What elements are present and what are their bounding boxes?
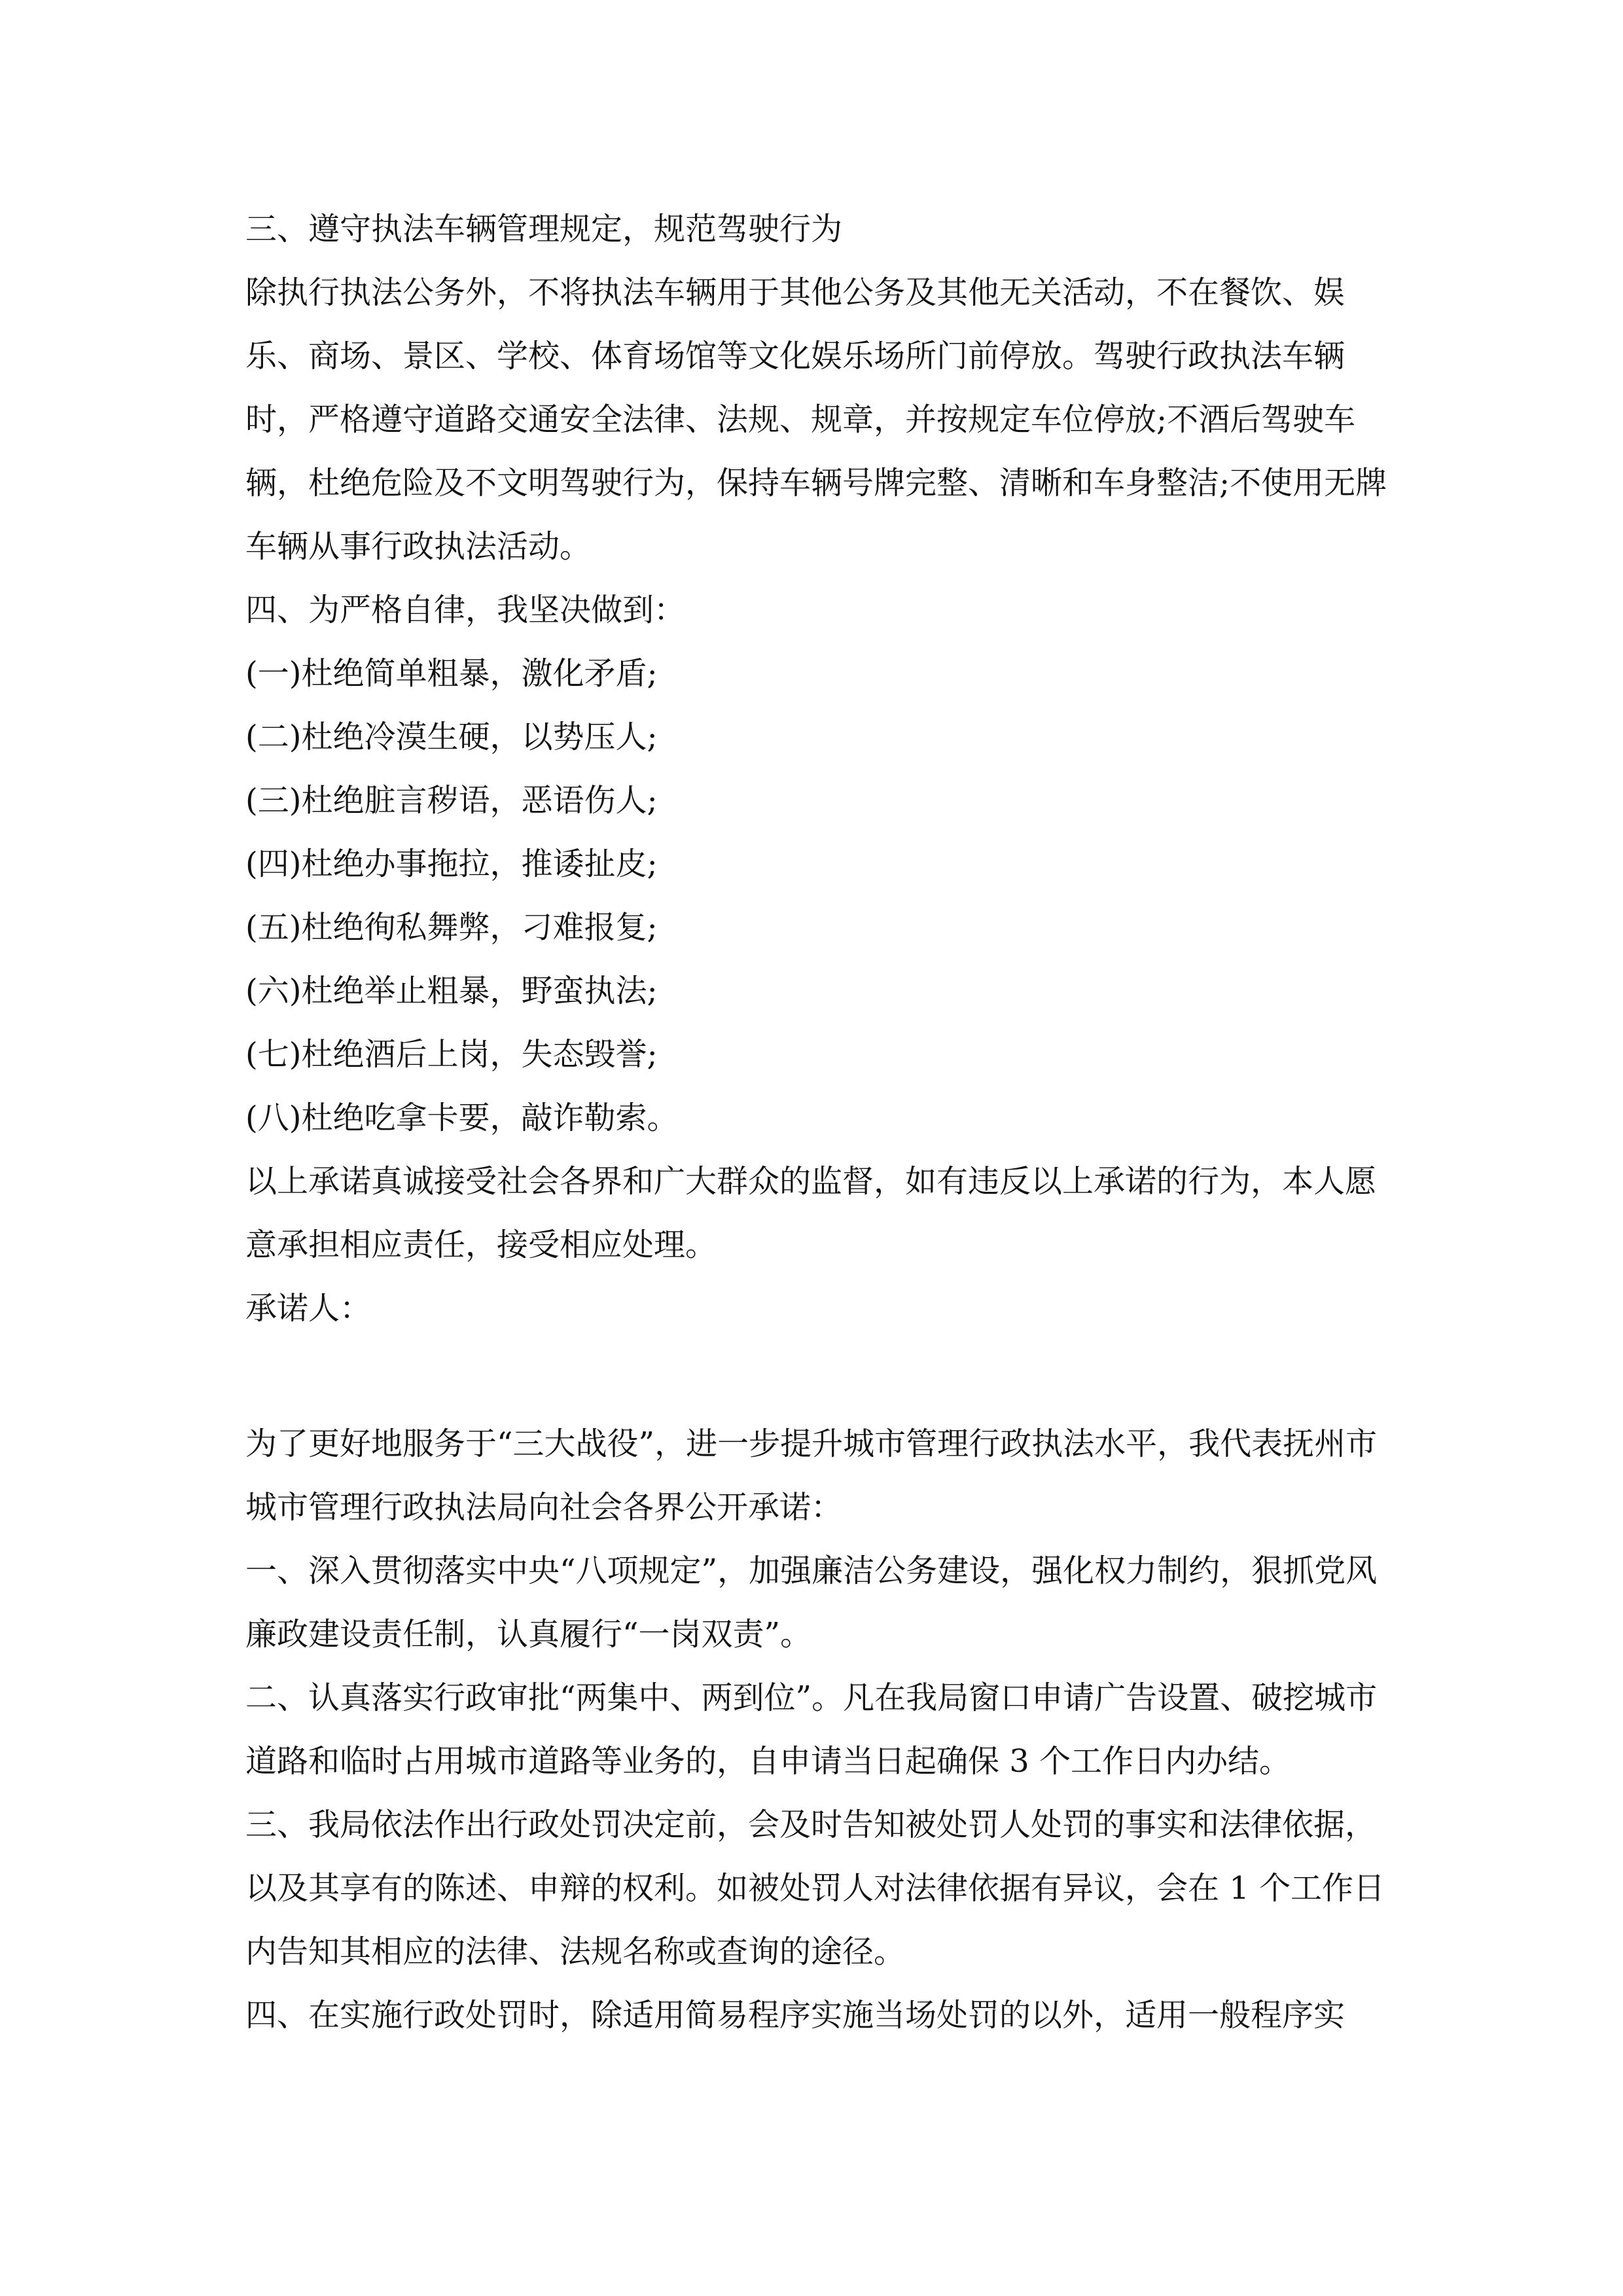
list-item: (七)杜绝酒后上岗，失态毁誉; xyxy=(245,1036,658,1073)
section-3-heading: 三、遵守执法车辆管理规定，规范驾驶行为 xyxy=(245,211,843,247)
intro-paragraph: 为了更好地服务于“三大战役”，进一步提升城市管理行政执法水平，我代表抚州市城市管理行政执法局向社会各界公开承诺： xyxy=(245,1426,1378,1526)
list-item: (八)杜绝吃拿卡要，敲诈勒索。 xyxy=(245,1100,679,1136)
section-4-heading: 四、为严格自律，我坚决做到： xyxy=(245,592,686,628)
paragraph-4: 四、在实施行政处罚时，除适用简易程序实施当场处罚的以外，适用一般程序实 xyxy=(245,1997,1346,2034)
pledge-section-bureau xyxy=(245,1412,1397,2047)
paragraph-2: 二、认真落实行政审批“两集中、两到位”。凡在我局窗口申请广告设置、破挖城市道路和临时占用城市道路等业务的，自申请当日起确保 3 个工作日内办结。 xyxy=(245,1679,1378,1780)
paragraph-3: 三、我局依法作出行政处罚决定前，会及时告知被处罚人处罚的事实和法律依据，以及其享有的陈述、申辩的权利。如被处罚人对法律依据有异议，会在 1 个工作日内告知其相应的法律、法规名称或查询的途径。 xyxy=(245,1806,1385,1970)
list-item: (四)杜绝办事拖拉，推诿扯皮; xyxy=(245,846,658,882)
paragraph-1: 一、深入贯彻落实中央“八项规定”，加强廉洁公务建设，强化权力制约，狠抓党风廉政建设责任制，认真履行“一岗双责”。 xyxy=(245,1552,1378,1653)
list-item: (一)杜绝简单粗暴，激化矛盾; xyxy=(245,655,658,692)
closing-statement: 以上承诺真诚接受社会各界和广大群众的监督，如有违反以上承诺的行为，本人愿意承担相应责任，接受相应处理。 xyxy=(245,1163,1377,1263)
list-item: (五)杜绝徇私舞弊，刁难报复; xyxy=(245,909,658,946)
pledge-section-personal xyxy=(245,198,1397,1340)
list-item: (六)杜绝举止粗暴，野蛮执法; xyxy=(245,973,658,1009)
list-item: (二)杜绝冷漠生硬，以势压人; xyxy=(245,719,658,755)
section-3-body: 除执行执法公务外，不将执法车辆用于其他公务及其他无关活动，不在餐饮、娱乐、商场、景区、学校、体育场馆等文化娱乐场所门前停放。驾驶行政执法车辆时，严格遵守道路交通安全法律、法规、规章，并按规定车位停放;不酒后驾驶车辆，杜绝危险及不文明驾驶行为，保持车辆号牌完整、清晰和车身整洁;不使用无牌车辆从事行政执法活动。 xyxy=(245,274,1387,565)
signer-label: 承诺人： xyxy=(245,1290,372,1327)
list-item: (三)杜绝脏言秽语，恶语伤人; xyxy=(245,782,658,819)
